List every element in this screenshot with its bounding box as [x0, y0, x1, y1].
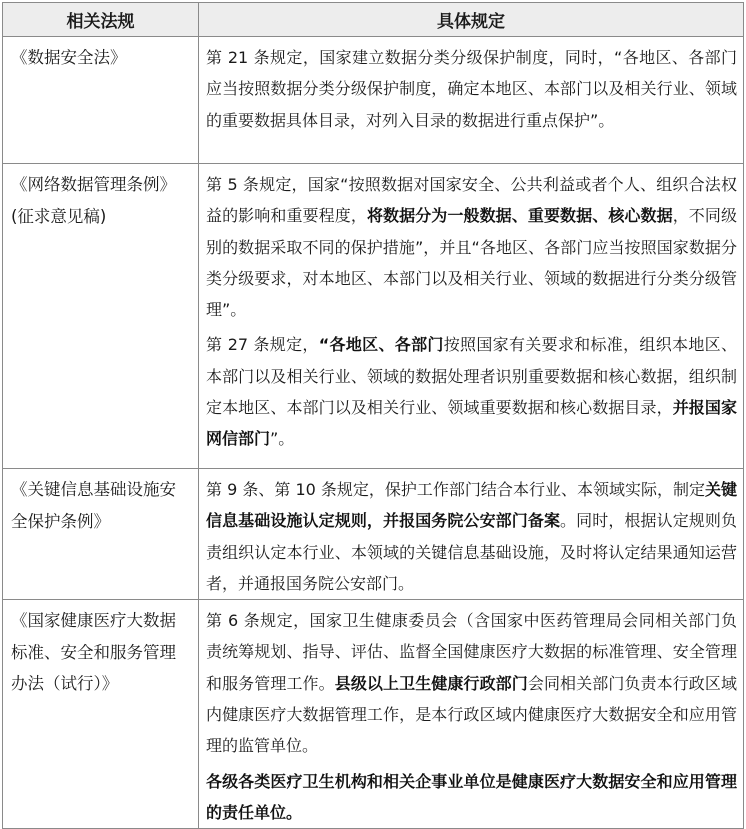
rule-text: 会同相关部门负责本行政区域内健康医疗大数据管理工作，是本行政区域内健康医疗大数据安全和应用管理的监管单位。 — [206, 673, 737, 756]
rule-text: 第 21 条规定，国家建立数据分类分级保护制度，同时，“各地区、各部门应当按照数据分类分级保护制度，确定本地区、本部门以及相关行业、领域的重要数据具体目录，对列入目录的数据进行重点保护”。 — [206, 48, 737, 130]
table-row — [3, 164, 744, 469]
rule-cell — [199, 37, 744, 164]
rule-text: ，不同级别的数据采取不同的保护措施”，并且“各地区、各部门应当按照国家数据分类分级要求，对本地区、本部门以及相关行业、领域的数据进行分类分级管理”。 — [206, 206, 737, 320]
rule-text: 。同时，根据认定规则负责组织认定本行业、本领域的关键信息基础设施，及时将认定结果通知运营者，并通报国务院公安部门。 — [206, 511, 737, 593]
table-row — [3, 469, 744, 600]
rule-emphasis: 并报国家网信部门 — [206, 398, 737, 449]
rule-emphasis: 县级以上卫生健康行政部门 — [334, 673, 528, 693]
rule-emphasis: 关键信息基础设施认定规则，并报国务院公安部门备案 — [206, 480, 737, 531]
rule-text: 按照国家有关要求和标准，组织本地区、本部门以及相关行业、领域的数据处理者识别重要数据和核心数据，组织制定本地区、本部门以及相关行业、领域重要数据和核心数据目录， — [206, 335, 737, 418]
rule-text: 第 9 条、第 10 条规定，保护工作部门结合本行业、本领域实际，制定 — [206, 480, 705, 499]
rule-text: ”。 — [270, 429, 295, 449]
rule-paragraph — [206, 766, 737, 829]
rule-emphasis: 将数据分为一般数据、重要数据、核心数据 — [366, 206, 673, 226]
table-row — [3, 600, 744, 829]
regulations-table — [2, 2, 744, 829]
law-cell: 《国家健康医疗大数据标准、安全和服务管理办法（试行）》 — [3, 600, 199, 829]
rule-paragraph — [206, 42, 737, 136]
rule-cell — [199, 469, 744, 600]
law-cell: 《关键信息基础设施安全保护条例》 — [3, 469, 199, 600]
header-law: 相关法规 — [3, 3, 199, 37]
rule-paragraph — [206, 605, 737, 761]
header-rule: 具体规定 — [199, 3, 744, 37]
rule-cell — [199, 600, 744, 829]
table-header-row — [3, 3, 744, 37]
rule-emphasis: 各级各类医疗卫生机构和相关企事业单位是健康医疗大数据安全和应用管理的责任单位。 — [206, 771, 737, 822]
table-row — [3, 37, 744, 164]
law-cell: 《网络数据管理条例》(征求意见稿) — [3, 164, 199, 469]
rule-text: 第 6 条规定，国家卫生健康委员会（含国家中医药管理局会同相关部门负责统筹规划、指导、评估、监督全国健康医疗大数据的标准管理、安全管理和服务管理工作。 — [206, 611, 737, 693]
rule-paragraph — [206, 169, 737, 325]
rule-paragraph — [206, 474, 737, 599]
rule-text: 第 27 条规定， — [206, 335, 319, 355]
rule-cell — [199, 164, 744, 469]
law-cell: 《数据安全法》 — [3, 37, 199, 164]
rule-text: 第 5 条规定，国家“按照数据对国家安全、公共利益或者个人、组织合法权益的影响和重要程度， — [206, 175, 737, 226]
rule-paragraph — [206, 329, 737, 454]
rule-emphasis: “各地区、各部门 — [318, 335, 444, 355]
